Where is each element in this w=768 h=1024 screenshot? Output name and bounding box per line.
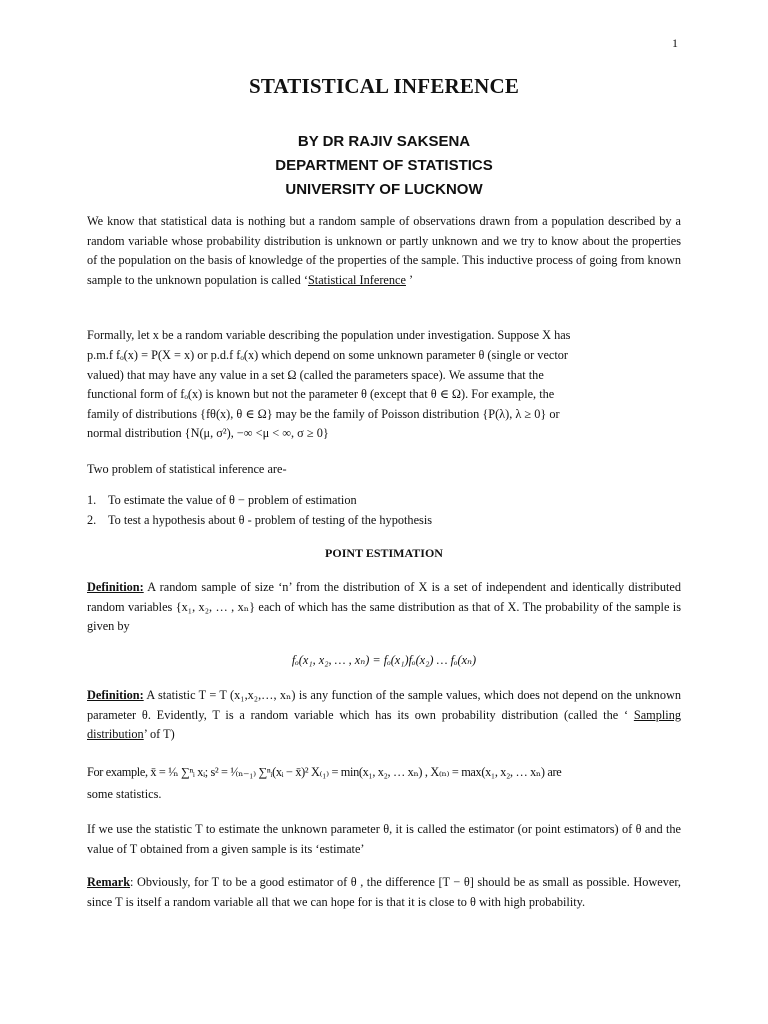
section-heading: POINT ESTIMATION xyxy=(325,546,443,560)
formal-line-4: functional form of fₒ(x) is known but not the parameter θ (except that θ ∈ Ω). For example, the xyxy=(87,387,555,401)
problem-text: To test a hypothesis about θ - problem of testing of the hypothesis xyxy=(108,513,433,527)
department-line: DEPARTMENT OF STATISTICS xyxy=(275,157,493,174)
problem-item-2 xyxy=(87,511,432,530)
formal-line-2: p.m.f fₒ(x) = P(X = x) or p.d.f fₒ(x) which depend on some unknown parameter θ (single or vector xyxy=(87,348,569,362)
author-line: BY DR RAJIV SAKSENA xyxy=(297,133,471,150)
formal-line-5: family of distributions {fθ(x), θ ∈ Ω} may be the family of Poisson distribution {P(λ), λ ≥ 0} or xyxy=(87,407,560,421)
definition-2-paragraph xyxy=(87,686,681,745)
definition-2-label: Definition: xyxy=(87,688,144,702)
page-title: STATISTICAL INFERENCE xyxy=(248,74,520,98)
problems-intro: Two problem of statistical inference are- xyxy=(87,462,287,476)
remark-text: : Obviously, for T to be a good estimator of θ , the difference [T − θ] should be as small as possible. However, since T is itself a random variable all that we can hope for is that it is close to θ with high probability. xyxy=(87,875,681,909)
definition-2-text: A statistic T = T (x₁,x₂,…, xₙ) is any function of the sample values, which does not depend on the unknown parameter θ. Evidently, T is a random variable which has its own probability distribution (called the ‘ xyxy=(87,688,681,722)
problem-text: To estimate the value of θ − problem of estimation xyxy=(108,493,357,507)
remark-label: Remark xyxy=(87,875,131,889)
university-line: UNIVERSITY OF LUCKNOW xyxy=(285,181,483,198)
problem-number: 2. xyxy=(87,513,97,527)
definition-1-paragraph xyxy=(87,578,681,637)
remark-paragraph xyxy=(87,873,681,912)
formal-line-6: normal distribution {N(μ, σ²), −∞ <μ < ∞, σ ≥ 0} xyxy=(87,426,329,440)
intro-paragraph xyxy=(87,212,681,290)
formal-line-3: valued) that may have any value in a set Ω (called the parameters space). We assume that the xyxy=(87,368,544,382)
sampling-distribution-term: Sampling distribution xyxy=(87,707,681,742)
example-line-1: For example, x̄ = ¹⁄ₙ ∑ⁿᵢ xᵢ; s² = ¹⁄₍ₙ₋₁₎ ∑ⁿᵢ(xᵢ − x̄)² X₍₁₎ = min(x₁, x₂, … xₙ) , X₍ₙ₎ = max(x₁, x₂, … xₙ) are xyxy=(87,765,562,779)
problem-item-1 xyxy=(87,491,357,510)
problem-number: 1. xyxy=(87,493,97,507)
definition-1-text: A random sample of size ‘n’ from the distribution of X is a set of independent and identically distributed random variables {x₁, x₂, … , xₙ} each of which has the same distribution as that of X. The probability of the sample is given by xyxy=(87,580,681,634)
definition-2-tail: ’ of T) xyxy=(143,727,175,742)
estimator-paragraph: If we use the statistic T to estimate the unknown parameter θ, it is called the estimator (or point estimators) of θ and the value of T obtained from a given sample is its ‘estimate’ xyxy=(87,822,681,856)
intro-text: We know that statistical data is nothing but a random sample of observations drawn from a population described by a random variable whose probability distribution is unknown or partly unknown and we try to know about the properties of the population on the basis of knowledge of the properties of the sample. This inductive process of going from known sample to the unknown population is called ‘ xyxy=(87,214,681,287)
sample-probability-formula: fₒ(x₁, x₂, … , xₙ) = fₒ(x₁)fₒ(x₂) … fₒ(xₙ) xyxy=(291,653,477,667)
intro-tail: ’ xyxy=(405,272,414,287)
formal-line-1: Formally, let x be a random variable describing the population under investigation. Suppose X has xyxy=(87,328,571,342)
statistical-inference-term: Statistical Inference xyxy=(307,272,406,287)
page-number: 1 xyxy=(672,36,678,50)
definition-1-label: Definition: xyxy=(87,580,144,594)
example-line-2: some statistics. xyxy=(87,787,162,801)
